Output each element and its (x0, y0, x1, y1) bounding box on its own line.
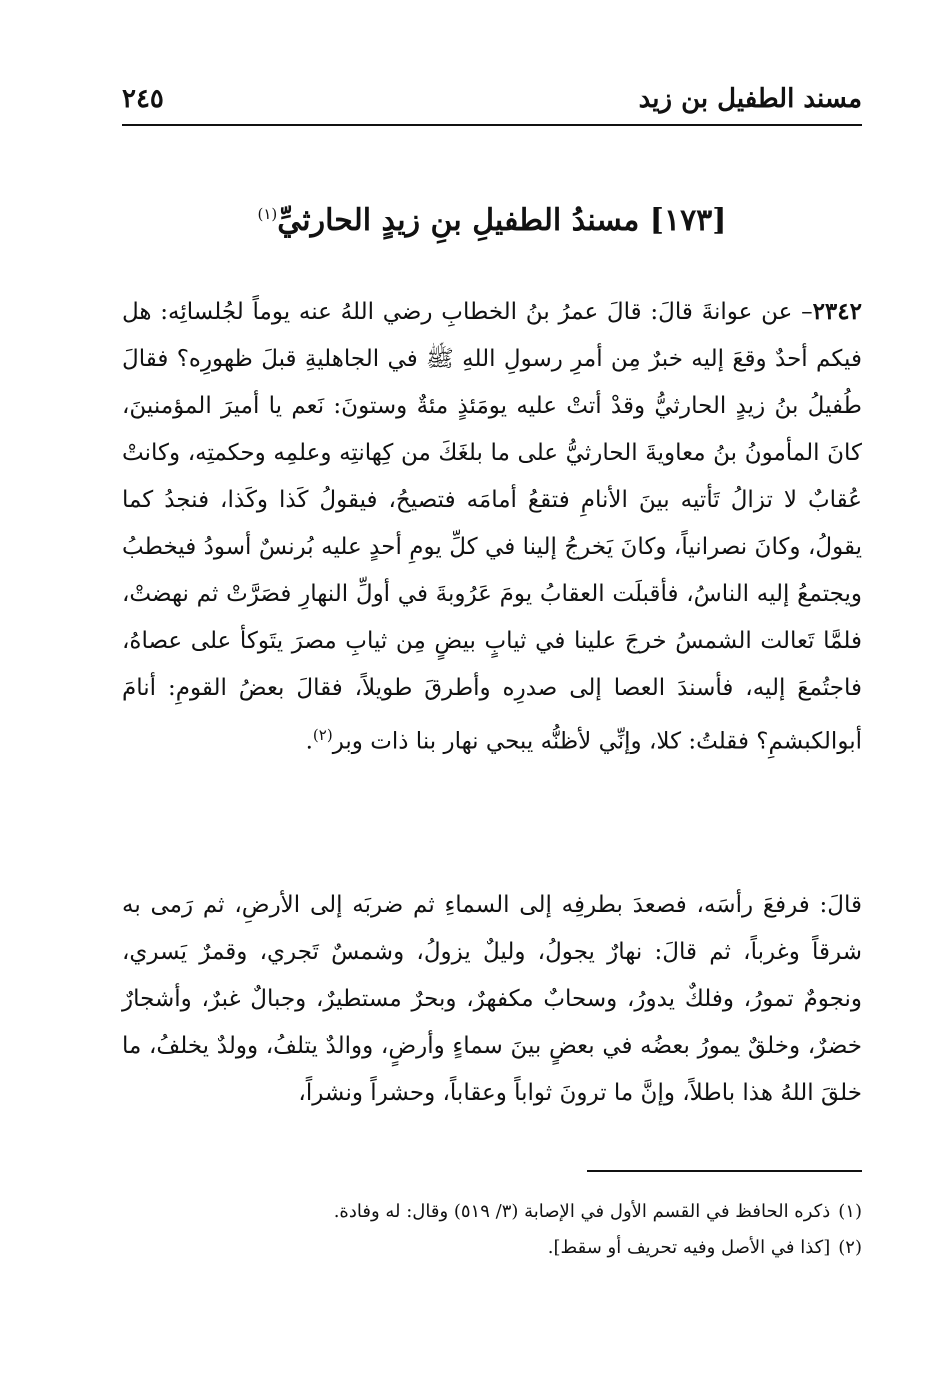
header-rule (122, 124, 862, 126)
footnote-number: (١) (838, 1201, 862, 1222)
page-header (122, 80, 862, 120)
heading-footnote-ref: (١) (257, 205, 278, 223)
footnote-text: ذكره الحافظ في القسم الأول في الإصابة (٣/ ٥١٩) وقال: له وفادة. (333, 1201, 831, 1222)
hadith-number: ٢٣٤٢ (812, 298, 862, 325)
running-title: مسند الطفيل بن زيد (638, 84, 862, 114)
hadith-paragraph-1: ٢٣٤٢– عن عوانةَ قالَ: قالَ عمرُ بنُ الخطابِ رضي اللهُ عنه يوماً لجُلسائِه: هل فيكم أحدٌ وقعَ إليه خبرٌ مِن أمرِ رسولِ اللهِ ﷺ في الجاهليةِ قبلَ ظهورِه؟ فقالَ طُفيلُ بنُ زيدٍ الحارثيُّ وقدْ أتتْ عليه يومَئذٍ مئةٌ وستونَ: نَعم يا أميرَ المؤمنينَ، كانَ المأمونُ بنُ معاويةَ الحارثيُّ على ما بلغَكَ من كِهانتِه وعلمِه وحكمتِه، وكانتْ عُقابٌ لا تزالُ تَأتيه بينَ الأنامِ فتقعُ أمامَه فتصيحُ، فيقولُ كَذا وكَذا، فنجدُ كما يقولُ، وكانَ نصرانياً، وكانَ يَخرجُ إلينا في كلِّ يومِ أحدٍ عليه بُرنسٌ أسودُ فيخطبُ ويجتمعُ إليه الناسُ، فأقبلَت العقابُ يومَ عَرُوبةَ في أولِّ النهارِ فصَرَّتْ ثم نهضتْ، فلمَّا تَعالت الشمسُ خرجَ علينا في ثيابٍ بيضٍ مِن ثيابِ مصرَ يتَوكأ على عصاهُ، فاجتُمعَ إليه، فأسندَ العصا إلى صدرِه وأطرقَ طويلاً، فقالَ بعضُ القومِ: أنامَ أبوالكبشمِ؟ فقلتُ: كلا، وإنِّي لأظنُّه يبحي نهار بنا ذات وبر$^{(٢)}$. (122, 298, 862, 755)
paragraph-footnote-ref: (٢) (312, 726, 333, 744)
page-number: ٢٤٥ (122, 84, 164, 114)
footnote-separator (587, 1170, 862, 1172)
hadith-paragraph-2 (122, 882, 862, 1117)
hadith-paragraph-1-text: – عن عوانةَ قالَ: قالَ عمرُ بنُ الخطابِ رضي اللهُ عنه يوماً لجُلسائِه: هل فيكم أحدٌ وقعَ إليه خبرٌ مِن أمرِ رسولِ اللهِ ﷺ في الجاهليةِ قبلَ ظهورِه؟ فقالَ طُفيلُ بنُ زيدٍ الحارثيُّ وقدْ أتتْ عليه يومَئذٍ مئةٌ وستونَ: نَعم يا أميرَ المؤمنينَ، كانَ المأمونُ بنُ معاويةَ الحارثيُّ على ما بلغَكَ من كِهانتِه وعلمِه وحكمتِه، وكانتْ عُقابٌ لا تزالُ تَأتيه بينَ الأنامِ فتقعُ أمامَه فتصيحُ، فيقولُ كَذا وكَذا، فنجدُ كما يقولُ، وكانَ نصرانياً، وكانَ يَخرجُ إلينا في كلِّ يومِ أحدٍ عليه بُرنسٌ أسودُ فيخطبُ ويجتمعُ إليه الناسُ، فأقبلَت العقابُ يومَ عَرُوبةَ في أولِّ النهارِ فصَرَّتْ ثم نهضتْ، فلمَّا تَعالت الشمسُ خرجَ علينا في ثيابٍ بيضٍ مِن ثيابِ مصرَ يتَوكأ على عصاهُ، فاجتُمعَ إليه، فأسندَ العصا إلى صدرِه وأطرقَ طويلاً، فقالَ بعضُ القومِ: أنامَ أبوالكبشمِ؟ فقلتُ: كلا، وإنِّي لأظنُّه يبحي نهار بنا ذات وبر (122, 299, 862, 755)
footnote-number: (٢) (838, 1237, 862, 1258)
footnote-2 (122, 1230, 862, 1266)
footnote-1 (122, 1194, 862, 1230)
section-heading-text: [١٧٣] مسندُ الطفيلِ بنِ زيدٍ الحارثيِّ (277, 203, 727, 238)
section-heading (122, 188, 862, 247)
footnote-text: [كذا في الأصل وفيه تحريف أو سقط]. (547, 1237, 831, 1258)
footnotes (122, 1194, 862, 1266)
hadith-paragraph-2-text: قالَ: فرفعَ رأسَه، فصعدَ بطرفِه إلى السماءِ ثم ضربَه إلى الأرضِ، ثم رَمى به شرقاً وغرباً، ثم قالَ: نهارٌ يجولُ، وليلٌ يزولُ، وشمسٌ تَجري، وقمرٌ يَسري، ونجومٌ تمورُ، وفلكٌ يدورُ، وسحابٌ مكفهرٌ، وبحرٌ مستطيرٌ، وجبالٌ غبرٌ، وأشجارٌ خضرٌ، وخلقٌ يمورُ بعضُه في بعضٍ بينَ سماءٍ وأرضٍ، ووالدٌ يتلفُ، وولدٌ يخلفُ، ما خلقَ اللهُ هذا باطلاً، وإنَّ ما ترونَ ثواباً وعقاباً، وحشراً ونشراً، (122, 892, 862, 1106)
